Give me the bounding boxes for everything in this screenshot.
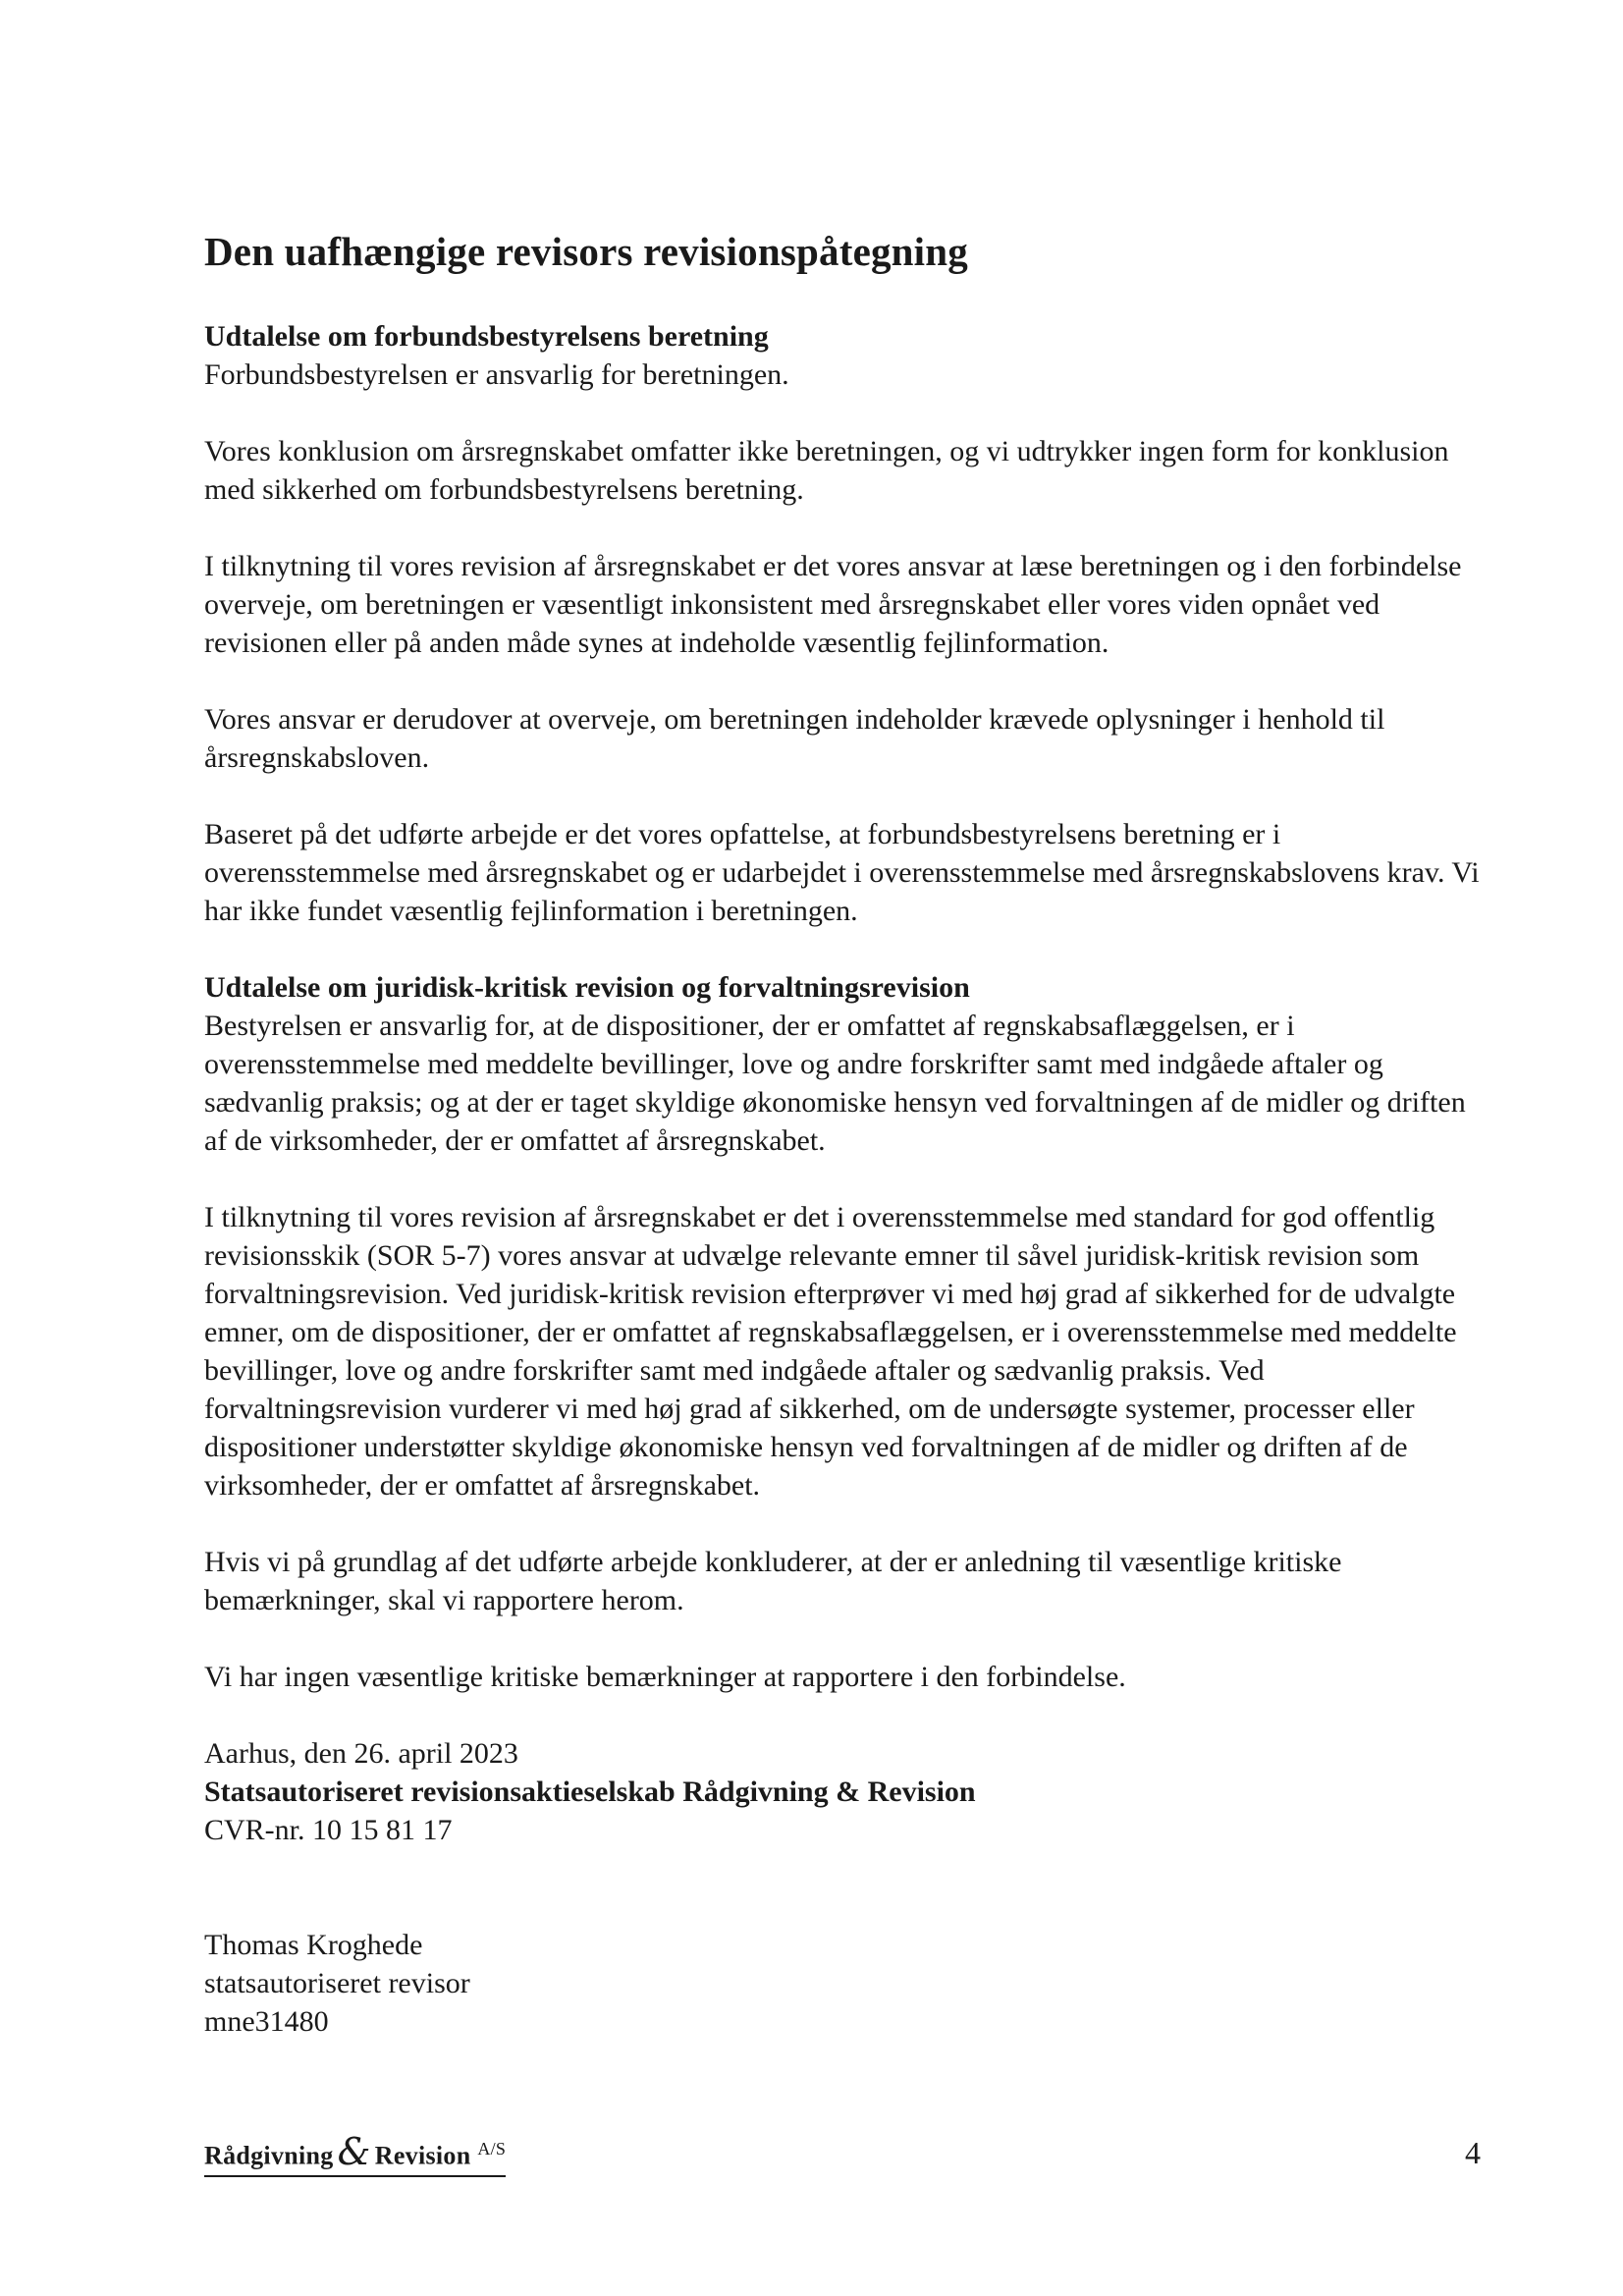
signer-name: Thomas Kroghede — [204, 1929, 423, 1962]
logo-text-1: Rådgivning — [204, 2141, 334, 2170]
signer-id: mne31480 — [204, 2005, 329, 2039]
cvr-number: CVR-nr. 10 15 81 17 — [204, 1814, 453, 1847]
paragraph: Bestyrelsen er ansvarlig for, at de dispositioner, der er omfattet af regnskabsaflæggelsen, er i overensstemmelse med meddelte bevillinger, love og andre forskrifter samt med indgåede aftaler og sædvanlig praksis; og at der er taget skyldige økonomiske hensyn ved forvaltningen af de midler og driften af de virksomheder, der er omfattet af årsregnskabet. — [204, 1010, 1466, 1158]
signer-role: statsautoriseret revisor — [204, 1967, 470, 2000]
logo-ampersand: & — [337, 2129, 371, 2173]
paragraph: I tilknytning til vores revision af årsregnskabet er det vores ansvar at læse beretningen og i den forbindelse overveje, om beretningen er væsentligt inkonsistent med årsregnskabet eller vores viden opnået ved revisionen eller på anden måde synes at indeholde væsentlig fejlinformation. — [204, 550, 1462, 660]
paragraph: Forbundsbestyrelsen er ansvarlig for beretningen. — [204, 358, 789, 392]
paragraph: Vores ansvar er derudover at overveje, om beretningen indeholder krævede oplysninger i henhold til årsregnskabsloven. — [204, 703, 1385, 775]
section-legal-critical-audit — [204, 968, 1481, 1696]
place-date: Aarhus, den 26. april 2023 — [204, 1737, 518, 1771]
page-title: Den uafhængige revisors revisionspåtegning — [204, 229, 968, 274]
paragraph: Vi har ingen væsentlige kritiske bemærkninger at rapportere i den forbindelse. — [204, 1661, 1126, 1694]
logo-suffix: A/S — [477, 2139, 507, 2159]
paragraph: Vores konklusion om årsregnskabet omfatter ikke beretningen, og vi udtrykker ingen form for konklusion med sikkerhed om forbundsbestyrelsens beretning. — [204, 435, 1449, 507]
section-management-report — [204, 317, 1481, 930]
paragraph: Hvis vi på grundlag af det udførte arbejde konkluderer, at der er anledning til væsentlige kritiske bemærkninger, skal vi rapportere herom. — [204, 1546, 1342, 1617]
paragraph: Baseret på det udførte arbejde er det vores opfattelse, at forbundsbestyrelsens beretning er i overensstemmelse med årsregnskabet og er udarbejdet i overensstemmelse med årsregnskabslovens krav. Vi har ikke fundet væsentlig fejlinformation i beretningen. — [204, 818, 1480, 928]
document-page — [204, 228, 1481, 2041]
section-heading: Udtalelse om forbundsbestyrelsens beretning — [204, 320, 769, 354]
signer — [204, 1926, 1481, 2041]
logo-text-2: Revision — [374, 2141, 471, 2170]
page-footer — [204, 2129, 1481, 2188]
section-heading: Udtalelse om juridisk-kritisk revision og forvaltningsrevision — [204, 971, 970, 1005]
page-number: 4 — [1465, 2135, 1481, 2170]
firm-name: Statsautoriseret revisionsaktieselskab Rådgivning & Revision — [204, 1776, 976, 1809]
company-logo — [204, 2129, 507, 2177]
paragraph: I tilknytning til vores revision af årsregnskabet er det i overensstemmelse med standard for god offentlig revisionsskik (SOR 5-7) vores ansvar at udvælge relevante emner til såvel juridisk-kritisk revision som forvaltningsrevision. Ved juridisk-kritisk revision efterprøver vi med høj grad af sikkerhed for de udvalgte emner, om de dispositioner, der er omfattet af regnskabsaflæggelsen, er i overensstemmelse med meddelte bevillinger, love og andre forskrifter samt med indgåede aftaler og sædvanlig praksis. Ved forvaltningsrevision vurderer vi med høj grad af sikkerhed, om de undersøgte systemer, processer eller dispositioner understøtter skyldige økonomiske hensyn ved forvaltningen af de midler og driften af de virksomheder, der er omfattet af årsregnskabet. — [204, 1201, 1457, 1503]
signature-block — [204, 1734, 1481, 2041]
